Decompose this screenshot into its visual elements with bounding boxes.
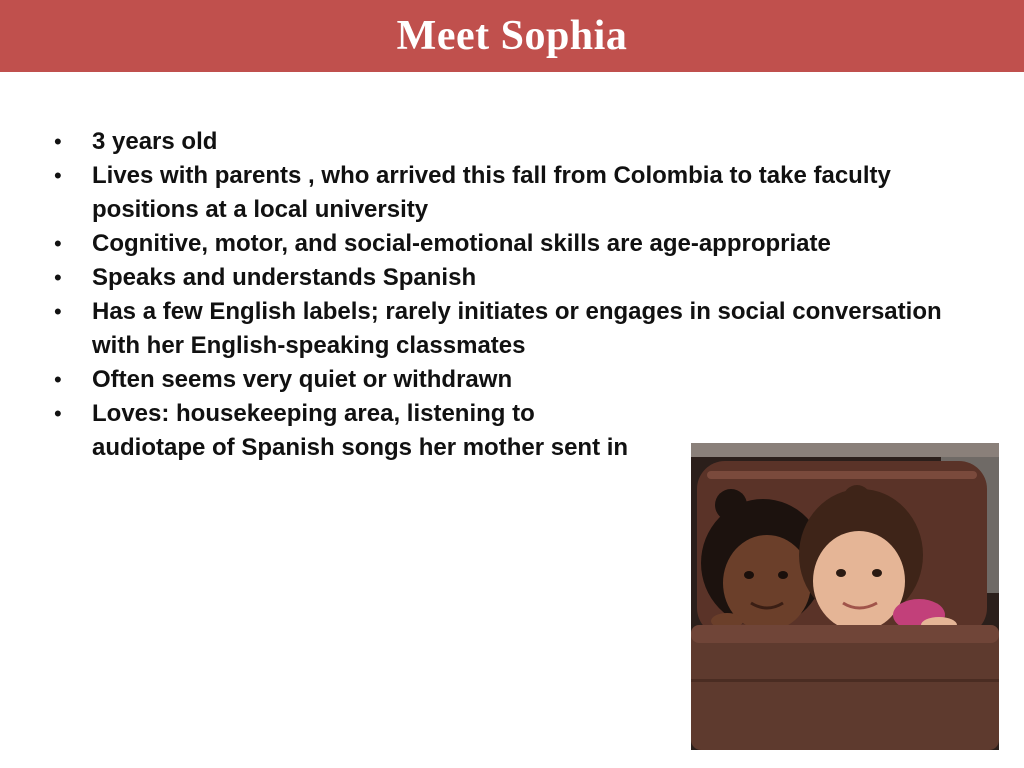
bullet-icon: •	[54, 231, 62, 256]
slide-title: Meet Sophia	[396, 13, 628, 59]
bullet-item	[54, 159, 954, 227]
bullet-text: Has a few English labels; rarely initiates or engages in social conversation with her English-speaking classmates	[92, 298, 942, 359]
bullet-item	[54, 125, 954, 159]
bullet-icon: •	[54, 129, 62, 154]
bullet-item	[54, 363, 954, 397]
bullet-icon: •	[54, 367, 62, 392]
bullet-item	[54, 261, 954, 295]
bullet-text: Cognitive, motor, and social-emotional skills are age-appropriate	[92, 230, 831, 257]
children-photo	[691, 443, 999, 750]
title-bar	[0, 0, 1024, 72]
bullet-icon: •	[54, 265, 62, 290]
bullet-item	[54, 295, 954, 363]
bullet-icon: •	[54, 163, 62, 188]
bullet-text: Often seems very quiet or withdrawn	[92, 366, 513, 393]
bullet-list	[54, 125, 954, 465]
bullet-text: Speaks and understands Spanish	[92, 264, 477, 291]
bullet-text: Lives with parents , who arrived this fall from Colombia to take faculty positions at a local university	[92, 162, 891, 223]
bullet-text: 3 years old	[92, 128, 218, 155]
bullet-item	[54, 227, 954, 261]
bullet-text: Loves: housekeeping area, listening to audiotape of Spanish songs her mother sent in	[92, 400, 629, 461]
bullet-icon: •	[54, 401, 62, 426]
bullet-icon: •	[54, 299, 62, 324]
